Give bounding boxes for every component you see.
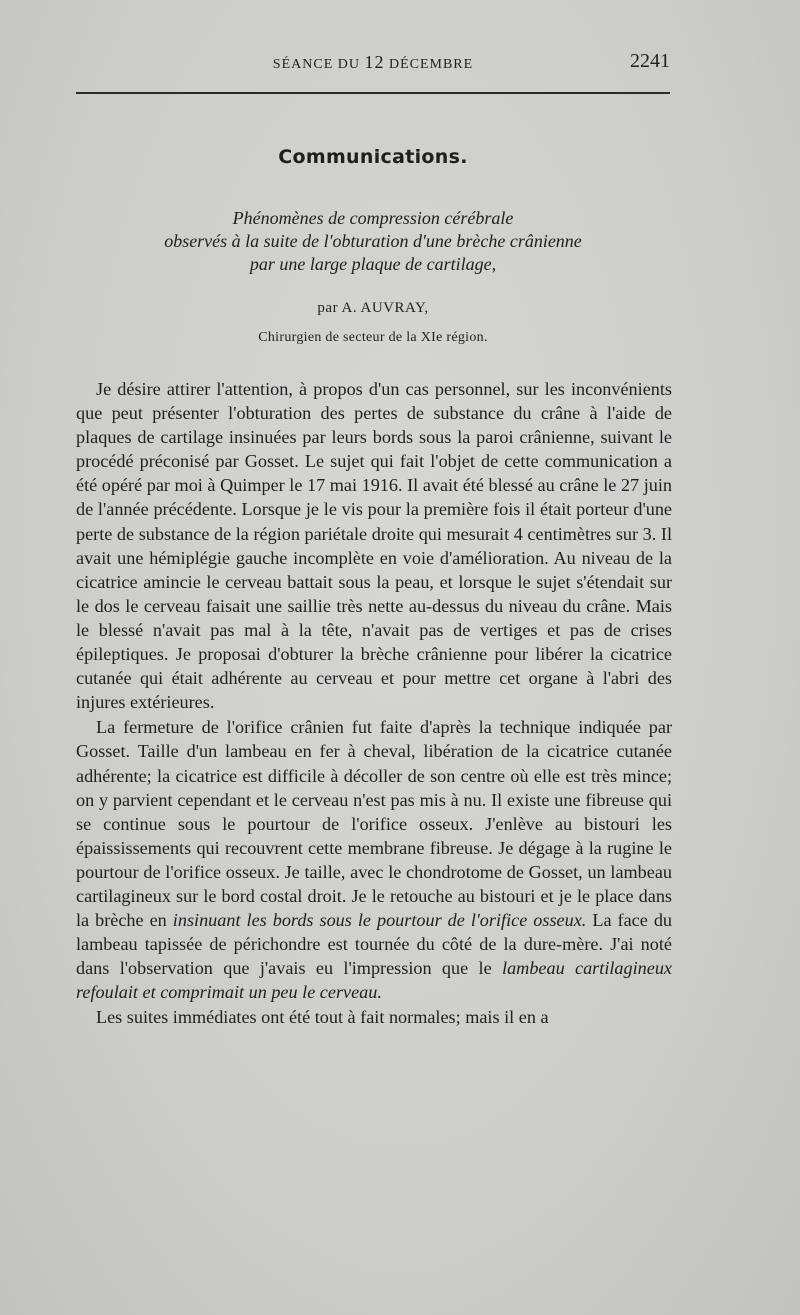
page-number: 2241 — [630, 50, 670, 72]
article-title-line-3: par une large plaque de cartilage, — [249, 254, 497, 274]
article-title-line-1: Phénomènes de compression cérébrale — [232, 208, 514, 228]
paragraph-2-text-b: La face du lambeau tapissée de périchondre est tournée du côté de la dure-mère. J'ai noté dans l'observation que j'avais eu l'impression que le — [76, 910, 673, 979]
article-title — [76, 207, 670, 276]
paragraph-2-italic-a: insinuant les bords sous le pourtour de l'orifice osseux. — [172, 910, 587, 931]
author-affiliation: Chirurgien de secteur de la XIe région. — [258, 330, 488, 345]
paragraph-3: Les suites immédiates ont été tout à fait normales; mais il en a — [96, 1007, 549, 1028]
article-body — [76, 377, 672, 1030]
section-title: Communications. — [278, 146, 468, 168]
paragraph-2-italic-b: lambeau cartilagineux refoulait et comprimait un peu le cerveau. — [76, 958, 672, 1003]
author-byline: par A. AUVRAY, — [317, 300, 429, 316]
header-rule — [76, 92, 670, 94]
paragraph-2-text-a: La fermeture de l'orifice crânien fut faite d'après la technique indiquée par Gosset. Taille d'un lambeau en fer à cheval, libération de la cicatrice cutanée adhérente; la cicatrice est difficile à décoller de son centre où elle est très mince; on y parvient cependant et le cerveau n'est pas mis à nu. Il existe une fibreuse qui se continue sous le pourtour de l'orifice osseux. J'enlève au bistouri les épaississements qui recouvrent cette membrane fibreuse. Je dégage à la rugine le pourtour de l'orifice osseux. Je taille, avec le chondrotome de Gosset, un lambeau cartilagineux sur le bord costal droit. Je le retouche au bistouri et je le place dans la brèche en — [76, 717, 672, 931]
article-title-line-2: observés à la suite de l'obturation d'une brèche crânienne — [164, 231, 582, 251]
paragraph-2 — [76, 715, 672, 1004]
paragraph-1: Je désire attirer l'attention, à propos d'un cas personnel, sur les inconvénients que peut présenter l'obturation des pertes de substance du crâne à l'aide de plaques de cartilage insinuées par leurs bords sous la paroi crânienne, suivant le procédé préconisé par Gosset. Le sujet qui fait l'objet de cette communication a été opéré par moi à Quimper le 17 mai 1916. Il avait été blessé au crâne le 27 juin de l'année précédente. Lorsque je le vis pour la première fois il était porteur d'une perte de substance de la région pariétale droite qui mesurait 4 centimètres sur 3. Il avait une hémiplégie gauche incomplète en voie d'amélioration. Au niveau de la cicatrice amincie le cerveau battait sous la peau, et lorsque le sujet s'étendait sur le dos le cerveau faisait une saillie très nette au-dessus du niveau du crâne. Mais le blessé n'avait pas mal à la tête, n'avait pas de vertiges et pas de crises épileptiques. Je proposai d'obturer la brèche crânienne pour libérer la cicatrice cutanée qui était adhérente au cerveau et pour mettre cet organe à l'abri des injures extérieures. — [76, 379, 672, 713]
running-title-date-number: 12 — [364, 52, 385, 72]
running-title — [76, 52, 670, 73]
running-title-post: DÉCEMBRE — [384, 57, 474, 72]
running-head — [76, 52, 670, 78]
running-title-pre: SÉANCE DU — [272, 57, 365, 72]
